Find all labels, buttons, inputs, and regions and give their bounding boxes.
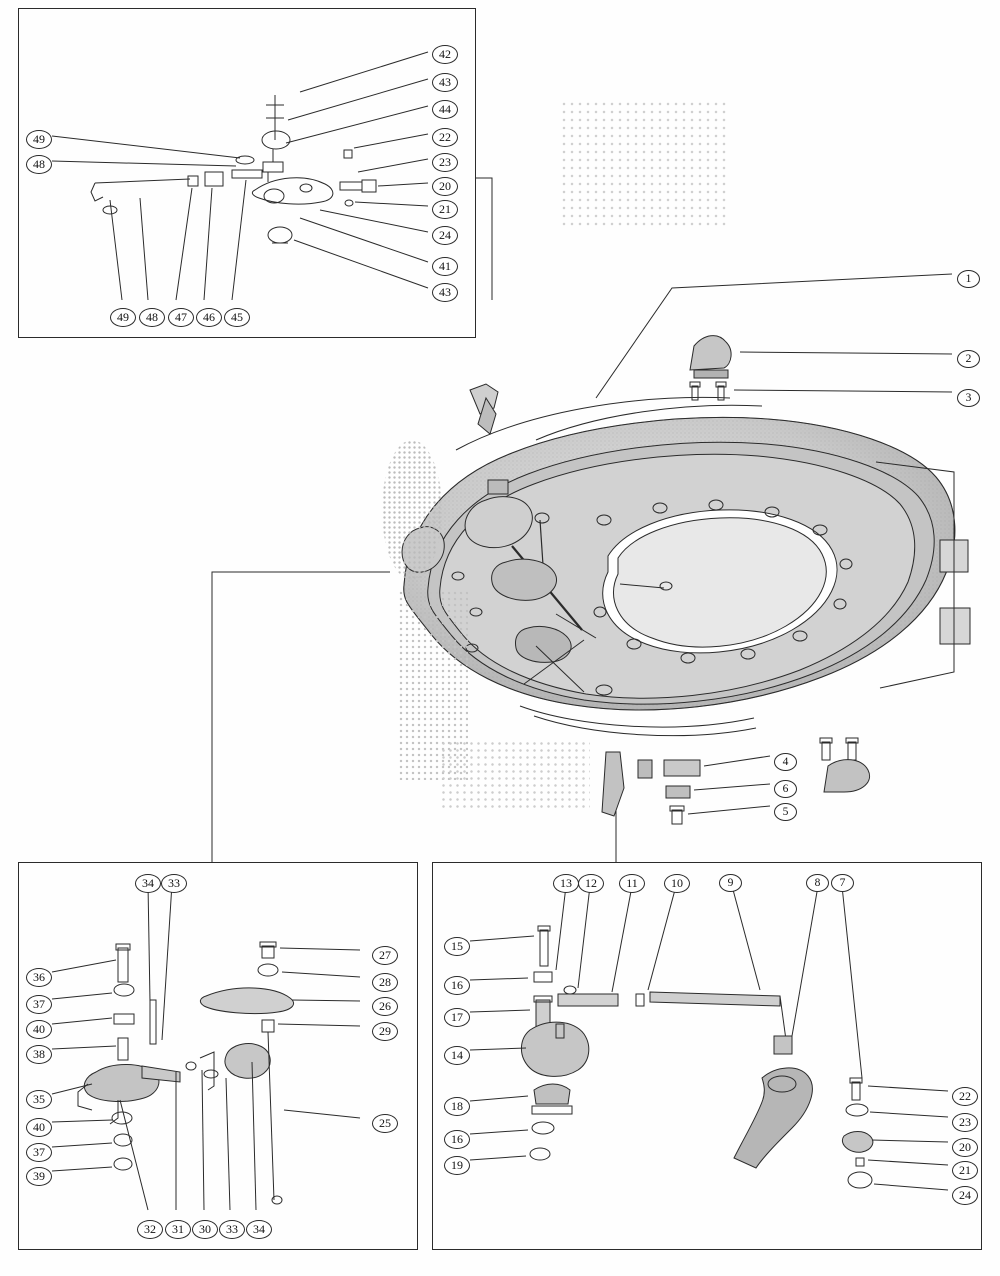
- top-left-linkage-panel: [18, 8, 476, 338]
- callout-balloon-34: 34: [246, 1220, 272, 1239]
- callout-balloon-15: 15: [444, 937, 470, 956]
- callout-balloon-37: 37: [26, 995, 52, 1014]
- callout-balloon-2: 2: [957, 350, 980, 368]
- callout-balloon-16: 16: [444, 1130, 470, 1149]
- callout-balloon-6: 6: [774, 780, 797, 798]
- callout-balloon-49: 49: [110, 308, 136, 327]
- callout-balloon-22: 22: [952, 1087, 978, 1106]
- callout-balloon-17: 17: [444, 1008, 470, 1027]
- callout-balloon-25: 25: [372, 1114, 398, 1133]
- callout-balloon-7: 7: [831, 874, 854, 892]
- callout-balloon-5: 5: [774, 803, 797, 821]
- callout-balloon-27: 27: [372, 946, 398, 965]
- callout-balloon-14: 14: [444, 1046, 470, 1065]
- callout-balloon-23: 23: [432, 153, 458, 172]
- callout-balloon-33: 33: [219, 1220, 245, 1239]
- callout-balloon-30: 30: [192, 1220, 218, 1239]
- callout-balloon-1: 1: [957, 270, 980, 288]
- callout-balloon-34: 34: [135, 874, 161, 893]
- callout-balloon-3: 3: [957, 389, 980, 407]
- callout-balloon-28: 28: [372, 973, 398, 992]
- callout-balloon-45: 45: [224, 308, 250, 327]
- callout-balloon-48: 48: [26, 155, 52, 174]
- callout-balloon-21: 21: [432, 200, 458, 219]
- callout-balloon-40: 40: [26, 1118, 52, 1137]
- callout-balloon-12: 12: [578, 874, 604, 893]
- callout-balloon-10: 10: [664, 874, 690, 893]
- callout-balloon-24: 24: [432, 226, 458, 245]
- callout-balloon-39: 39: [26, 1167, 52, 1186]
- shading-speckle: [440, 740, 590, 810]
- callout-balloon-46: 46: [196, 308, 222, 327]
- callout-balloon-18: 18: [444, 1097, 470, 1116]
- callout-balloon-19: 19: [444, 1156, 470, 1175]
- callout-balloon-29: 29: [372, 1022, 398, 1041]
- callout-balloon-20: 20: [952, 1138, 978, 1157]
- callout-balloon-43: 43: [432, 73, 458, 92]
- callout-balloon-49: 49: [26, 130, 52, 149]
- callout-balloon-26: 26: [372, 997, 398, 1016]
- shading-speckle: [560, 100, 730, 230]
- callout-balloon-47: 47: [168, 308, 194, 327]
- callout-balloon-22: 22: [432, 128, 458, 147]
- callout-balloon-41: 41: [432, 257, 458, 276]
- callout-balloon-16: 16: [444, 976, 470, 995]
- callout-balloon-11: 11: [619, 874, 645, 893]
- bottom-left-shift-panel: [18, 862, 418, 1250]
- callout-balloon-35: 35: [26, 1090, 52, 1109]
- callout-balloon-32: 32: [137, 1220, 163, 1239]
- callout-balloon-9: 9: [719, 874, 742, 892]
- callout-balloon-48: 48: [139, 308, 165, 327]
- callout-balloon-13: 13: [553, 874, 579, 893]
- callout-balloon-38: 38: [26, 1045, 52, 1064]
- callout-balloon-21: 21: [952, 1161, 978, 1180]
- shading-speckle: [382, 440, 442, 580]
- callout-balloon-36: 36: [26, 968, 52, 987]
- callout-balloon-8: 8: [806, 874, 829, 892]
- callout-balloon-43: 43: [432, 283, 458, 302]
- callout-balloon-40: 40: [26, 1020, 52, 1039]
- callout-balloon-23: 23: [952, 1113, 978, 1132]
- callout-balloon-37: 37: [26, 1143, 52, 1162]
- callout-balloon-24: 24: [952, 1186, 978, 1205]
- bottom-right-throttle-panel: [432, 862, 982, 1250]
- callout-balloon-31: 31: [165, 1220, 191, 1239]
- callout-balloon-33: 33: [161, 874, 187, 893]
- callout-balloon-20: 20: [432, 177, 458, 196]
- callout-balloon-42: 42: [432, 45, 458, 64]
- callout-balloon-4: 4: [774, 753, 797, 771]
- callout-balloon-44: 44: [432, 100, 458, 119]
